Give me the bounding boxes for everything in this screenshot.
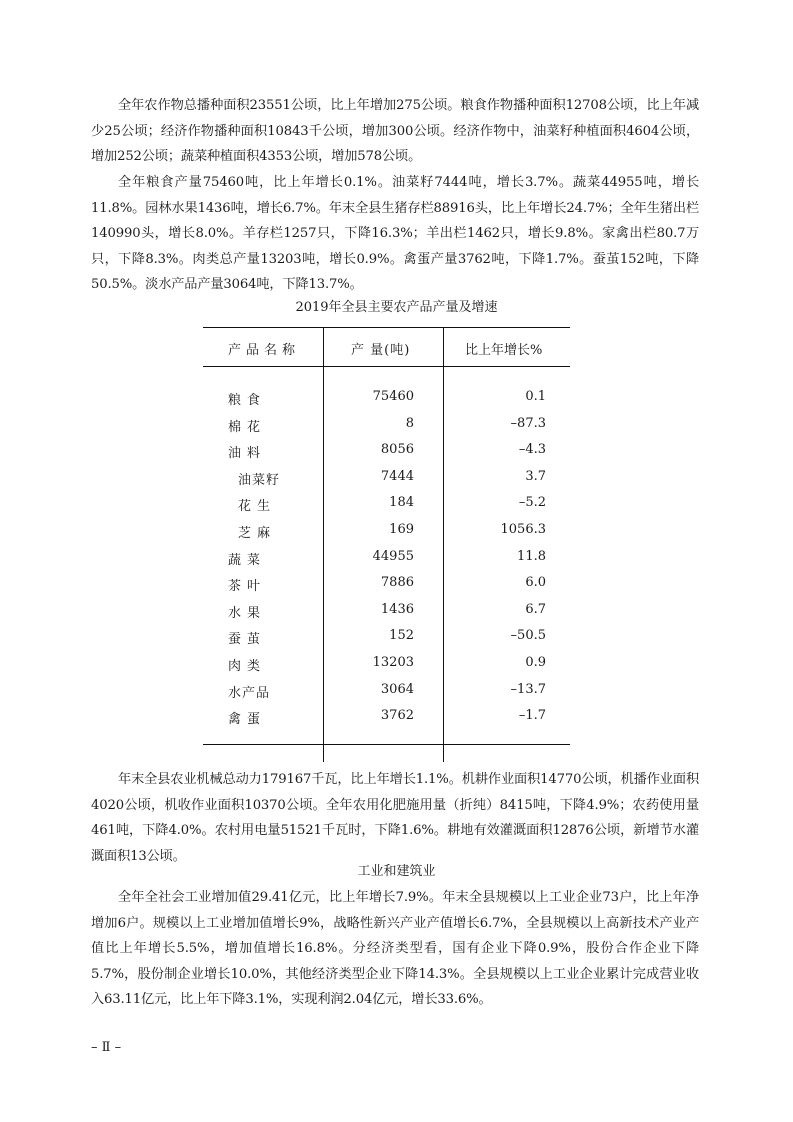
cell-growth: 1056.3 <box>500 521 546 537</box>
header-product-name: 产品名称 <box>228 343 301 358</box>
cell-output: 8056 <box>380 442 414 458</box>
table-row <box>203 705 570 732</box>
cell-output: 184 <box>389 495 414 511</box>
cell-growth: 11.8 <box>517 548 546 564</box>
cell-output: 3064 <box>380 681 414 697</box>
table-body <box>203 367 570 762</box>
cell-output: 7886 <box>380 575 414 591</box>
cell-name: 粮食 <box>228 393 267 408</box>
cell-name: 蔬菜 <box>228 552 267 568</box>
header-growth: 比上年增长% <box>465 343 543 358</box>
cell-name: 肉类 <box>228 658 267 674</box>
agri-output-table <box>203 327 570 745</box>
cell-growth: –50.5 <box>510 628 546 644</box>
cell-output: 1436 <box>380 601 414 617</box>
table-row <box>203 599 570 626</box>
column-divider <box>323 328 324 366</box>
table-row <box>203 546 570 573</box>
cell-output: 75460 <box>372 389 414 404</box>
cell-growth: 0.9 <box>525 654 546 670</box>
cell-growth: –13.7 <box>510 681 546 697</box>
table-row <box>203 652 570 679</box>
column-divider <box>443 328 444 366</box>
table-row <box>203 386 570 413</box>
cell-output: 152 <box>389 628 414 644</box>
table-row <box>203 519 570 546</box>
cell-growth: –4.3 <box>518 442 546 458</box>
cell-growth: –87.3 <box>510 415 546 431</box>
cell-output: 44955 <box>372 548 414 564</box>
cell-growth: –5.2 <box>518 495 546 511</box>
cell-name: 蚕茧 <box>228 632 267 648</box>
cell-name: 棉花 <box>228 419 267 435</box>
cell-name: 水果 <box>228 605 267 621</box>
paragraph-agri-machinery: 年末全县农业机械总动力179167千瓦，比上年增长1.1%。机耕作业面积14770公顷，机播作业面积4020公顷，机收作业面积10370公顷。全年农用化肥施用量（折纯）8415吨，下降4.9%；农药使用量461吨，下降4.0%。农村用电量51521千瓦时，下降1.6%。耕地有效灌溉面积12876公顷，新增节水灌溉面积13公顷。 <box>91 772 699 864</box>
paragraph-industry: 全年全社会工业增加值29.41亿元，比上年增长7.9%。年末全县规模以上工业企业73户，比上年净增加6户。规模以上工业增加值增长9%，战略性新兴产业产值增长6.7%，全县规模以上高新技术产业产值比上年增长5.5%，增加值增长16.8%。分经济类型看，国有企业下降0.9%，股份合作企业下降5.7%，股份制企业增长10.0%，其他经济类型企业下降14.3%。全县规模以上工业企业累计完成营业收入63.11亿元，比上年下降3.1%，实现利润2.04亿元，增长33.6%。 <box>91 890 699 1007</box>
table-row <box>203 439 570 466</box>
cell-output: 8 <box>405 415 414 431</box>
cell-output: 7444 <box>380 468 414 484</box>
header-output: 产 量(吨) <box>351 343 411 358</box>
cell-growth: 0.1 <box>525 389 546 404</box>
table-row <box>203 492 570 519</box>
cell-output: 169 <box>389 521 414 537</box>
cell-name: 禽蛋 <box>228 712 267 728</box>
cell-growth: –1.7 <box>518 708 546 724</box>
cell-name: 油料 <box>228 446 267 462</box>
table-row <box>203 466 570 493</box>
table-row <box>203 413 570 440</box>
table-row <box>203 625 570 652</box>
cell-output: 3762 <box>380 708 414 724</box>
cell-output: 13203 <box>372 654 414 670</box>
table-header <box>203 328 570 367</box>
cell-growth: 6.0 <box>525 575 546 591</box>
paragraph-crop-area: 全年农作物总播种面积23551公顷，比上年增加275公顷。粮食作物播种面积12708公顷，比上年减少25公顷；经济作物播种面积10843千公顷，增加300公顷。经济作物中，油菜籽种植面积4604公顷，增加252公顷；蔬菜种植面积4353公顷，增加578公顷。 <box>91 98 699 164</box>
cell-name: 油菜籽 <box>238 472 281 488</box>
page-number: – Ⅱ – <box>91 1040 122 1055</box>
table-row <box>203 572 570 599</box>
cell-name: 茶叶 <box>228 579 267 595</box>
cell-growth: 6.7 <box>525 601 546 617</box>
cell-growth: 3.7 <box>525 468 546 484</box>
table-caption: 2019年全县主要农产品产量及增速 <box>295 300 498 315</box>
cell-name: 水产品 <box>228 685 271 701</box>
cell-name: 芝麻 <box>238 525 277 541</box>
section-heading: 工业和建筑业 <box>357 864 436 879</box>
paragraph-agri-output: 全年粮食产量75460吨，比上年增长0.1%。油菜籽7444吨，增长3.7%。蔬菜44955吨，增长11.8%。园林水果1436吨，增长6.7%。年末全县生猪存栏88916头，比上年增长24.7%；全年生猪出栏140990头，增长8.0%。羊存栏1257只，下降16.3%；羊出栏1462只，增长9.8%。家禽出栏80.7万只，下降8.3%。肉类总产量13203吨，增长0.9%。禽蛋产量3762吨，下降1.7%。蚕茧152吨，下降50.5%。淡水产品产量3064吨，下降13.7%。 <box>91 175 699 292</box>
cell-name: 花生 <box>238 499 277 515</box>
table-row <box>203 679 570 706</box>
